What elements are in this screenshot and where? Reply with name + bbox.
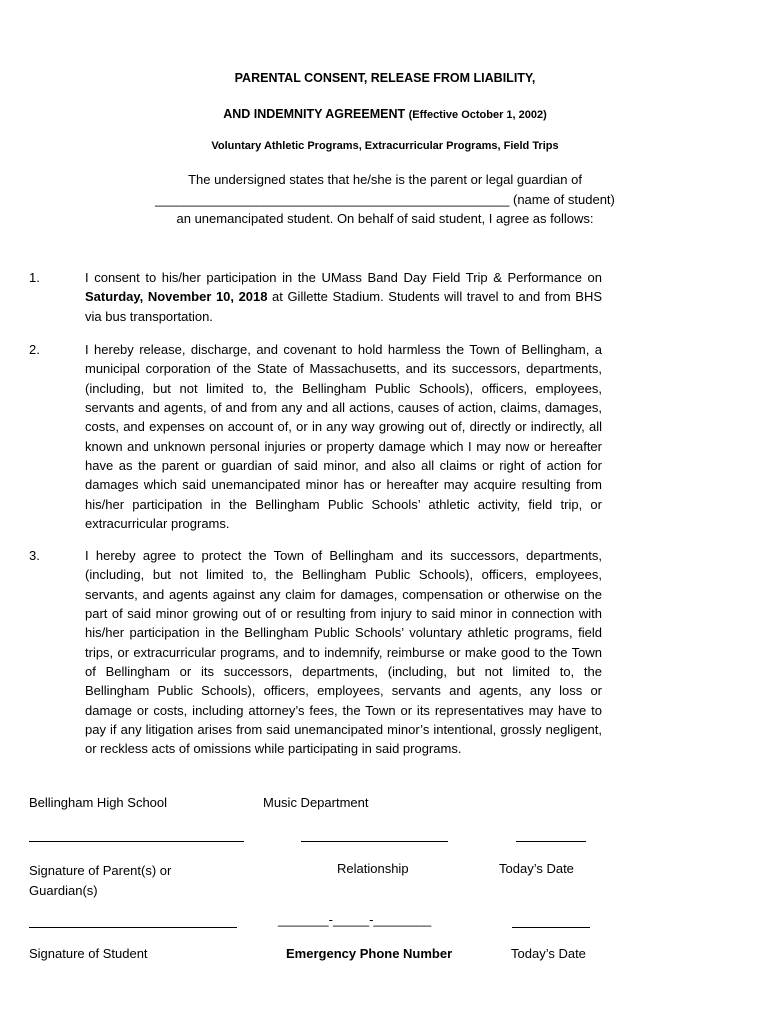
relationship-label: Relationship — [337, 861, 409, 876]
event-date: Saturday, November 10, 2018 — [85, 289, 268, 305]
student-name-line: _________________________________________________ (name of student) — [155, 191, 615, 207]
consent-text-start: I consent to his/her participation in the UMass Band Day Field Trip & Performance on — [85, 270, 602, 285]
agreement-title: AND INDEMNITY AGREEMENT — [223, 107, 406, 121]
item-number: 3. — [29, 548, 40, 563]
item-indemnify: I hereby agree to protect the Town of Bellingham and its successors, departments, (including, but not limited to, the Bellingham Public Schools), officers, employees, servants, and agents against any claim for damages, compensation or otherwise on the part of said minor growing out of or resulting from injury to said minor in connection with his/her participation in the Bellingham Public Schools’ voluntary athletic programs, field trips, or extracurricular programs, and to indemnify, reimburse or make good to the Town of Bellingham or its successors, departments, (including, but not limited to, the Bellingham Public Schools), officers, employees, servants and agents, any loss or damage or costs, including attorney’s fees, the Town or its representatives may have to pay if any litigation arises from said unemancipated minor’s intentional, grossly negligent, or reckless acts of omissions while participating in said programs. — [85, 548, 602, 757]
consent-text-end: at Gillette Stadium. Students will travel to and from BHS via bus transportation. — [85, 289, 603, 324]
item-number: 1. — [29, 270, 40, 285]
todays-date-label: Today’s Date — [499, 861, 574, 876]
document-title-line1: PARENTAL CONSENT, RELEASE FROM LIABILITY, — [234, 71, 536, 85]
intro-line-3: an unemancipated student. On behalf of said student, I agree as follows: — [176, 211, 594, 226]
item-release: I hereby release, discharge, and covenant to hold harmless the Town of Bellingham, a municipal corporation of the State of Massachusetts, and its successors, departments, (including, but not limited to, the Bellingham Public Schools), officers, employees, servants and agents, of and from any and all actions, causes of action, claims, damages, costs, and expenses on account of, or in any way growing out of, directly or indirectly, all known and unknown personal injuries or property damage which I may now or hereafter have as the parent or guardian of said minor, and also all claims or right of action for damages which said unemancipated minor has or hereafter may acquire resulting from his/her participation in the Bellingham Public Schools’ athletic activity, field trip, or extracurricular programs. — [85, 342, 602, 532]
emergency-phone-label: Emergency Phone Number — [286, 946, 453, 961]
effective-date: (Effective October 1, 2002) — [408, 109, 547, 121]
item-consent — [85, 268, 602, 326]
student-date-line[interactable] — [512, 927, 590, 928]
todays-date-label: Today’s Date — [511, 946, 586, 961]
intro-statement — [0, 170, 770, 229]
intro-line-1: The undersigned states that he/she is the parent or legal guardian of — [188, 172, 582, 187]
emergency-phone-blank[interactable]: _______-_____-________ — [278, 912, 432, 927]
department-name: Music Department — [263, 795, 369, 810]
student-signature-label: Signature of Student — [29, 946, 148, 961]
parent-signature-line[interactable] — [29, 841, 244, 842]
document-subtitle: Voluntary Athletic Programs, Extracurricular Programs, Field Trips — [211, 140, 559, 152]
parent-signature-label — [29, 861, 171, 900]
student-signature-line[interactable] — [29, 927, 237, 928]
school-name: Bellingham High School — [29, 795, 168, 810]
parent-signature-label-line2: Guardian(s) — [29, 882, 98, 898]
relationship-line[interactable] — [301, 841, 448, 842]
document-title-line2 — [0, 107, 770, 121]
parent-date-line[interactable] — [516, 841, 586, 842]
item-number: 2. — [29, 342, 40, 357]
parent-signature-label-line1: Signature of Parent(s) or — [29, 863, 172, 878]
